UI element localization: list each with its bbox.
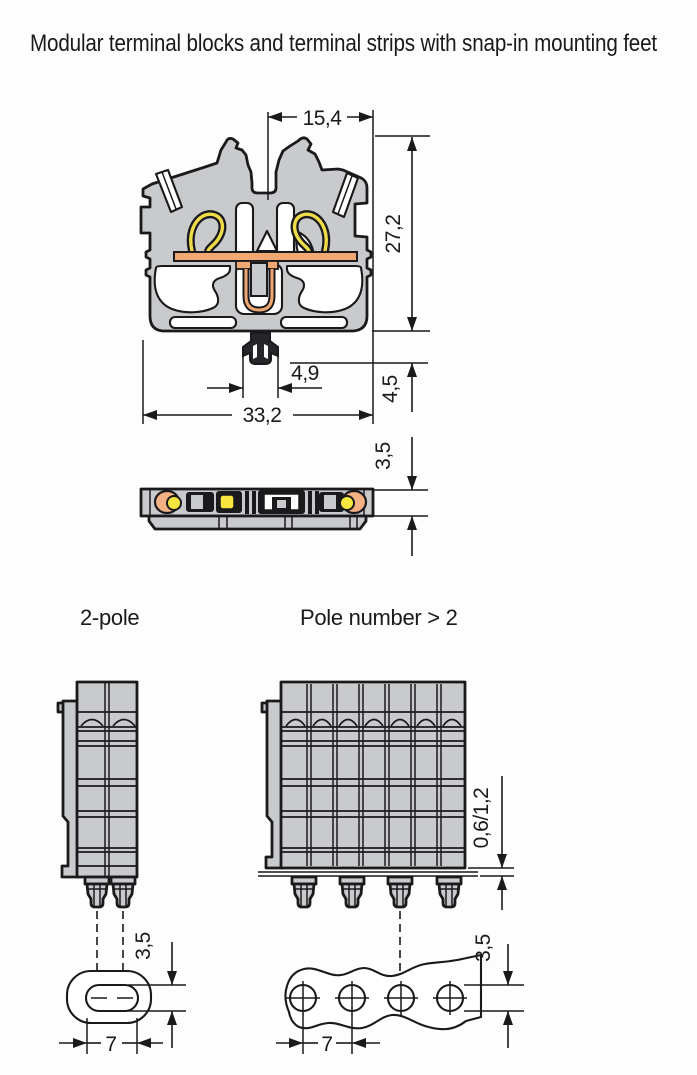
bottom-view-drawing [141, 489, 373, 529]
snap-foot [243, 333, 278, 364]
divider-bar [252, 491, 256, 514]
dim-foot-width: 4,9 [291, 362, 319, 385]
svg-text:3,5: 3,5 [132, 932, 155, 960]
multi-pole-drawing [258, 682, 524, 1056]
module-b-inner [324, 495, 336, 509]
two-pole-label: 2-pole [80, 605, 140, 630]
channel-left [236, 203, 253, 258]
snap-foot-side [292, 877, 316, 907]
two-pole-drawing [58, 682, 186, 1056]
snap-foot-side [388, 877, 412, 907]
center-tongue [251, 263, 267, 296]
dim-foot-height: 4,5 [379, 375, 402, 403]
snap-foot-side [111, 877, 135, 907]
divider-bar [245, 491, 249, 514]
marker-yellow-right [340, 496, 354, 510]
svg-text:7: 7 [321, 1033, 333, 1056]
svg-text:3,5: 3,5 [472, 934, 495, 962]
snap-foot-side [85, 877, 109, 907]
dim-strip-height: 3,5 [372, 442, 395, 470]
bottom-slot-left [170, 317, 236, 328]
snap-foot-side [437, 877, 461, 907]
dim-total-width: 33,2 [242, 404, 282, 427]
svg-text:7: 7 [105, 1033, 117, 1056]
svg-text:0,6/1,2: 0,6/1,2 [470, 787, 493, 849]
dim-height: 27,2 [382, 214, 405, 254]
snap-foot-side [340, 877, 364, 907]
bottom-slot-right [281, 317, 347, 328]
multi-pole-label: Pole number > 2 [300, 605, 458, 630]
marker-yellow-left [167, 496, 181, 510]
marker-yellow-square [220, 495, 234, 509]
dim-width-top: 15,4 [302, 107, 342, 130]
bottom-lip [149, 516, 366, 529]
busbar [174, 252, 357, 261]
module-a-inner [191, 495, 203, 509]
divider-bar [308, 491, 312, 514]
module-center-core-inner [277, 500, 286, 508]
multi-pole-dim-plate-gap [468, 776, 514, 910]
divider-bar [315, 491, 319, 514]
page-title: Modular terminal blocks and terminal strips with snap-in mounting feet [30, 30, 657, 57]
